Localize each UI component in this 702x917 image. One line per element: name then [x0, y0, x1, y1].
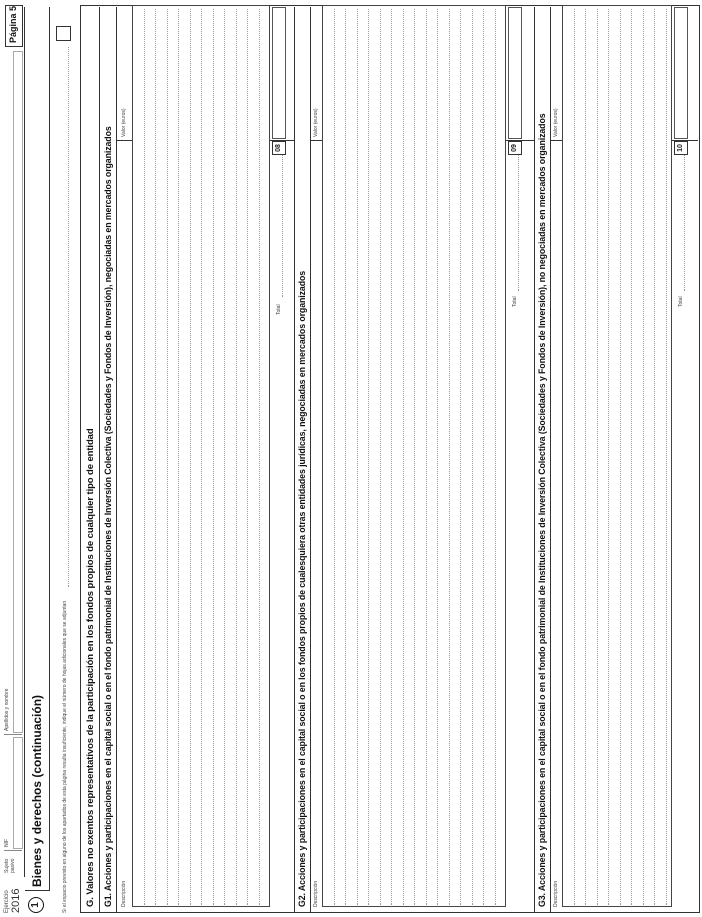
page-title: Bienes y derechos (continuación): [30, 694, 44, 887]
g3-title: G3. Acciones y participaciones en el capital social o en el fondo patrimonial de Instituciones de Inversión Colectiva (Sociedades y Fondos de Inversión), no negociadas en mercados organizados: [537, 113, 547, 907]
g1-entry-row-line-10: [247, 9, 248, 905]
title-bottom-line: [49, 7, 50, 891]
ejercicio-value: 2016: [10, 888, 22, 913]
g3-entry-row-line-5: [620, 9, 621, 905]
g3-title-line: [550, 7, 551, 913]
additional-sheets-note: Si el espacio previsto en alguno de los apartados de esta página resulta insuficiente, indique el número de hojas adicionales que se adjuntan: [62, 600, 68, 913]
note-leader: [68, 47, 69, 587]
apellidos-label: Apellidos y nombre: [4, 688, 10, 731]
g1-entry-row-line-2: [155, 9, 156, 905]
g2-entry-row-line-11: [449, 9, 450, 905]
additional-sheets-checkbox[interactable]: [56, 26, 71, 41]
g1-title: G1. Acciones y participaciones en el capital social o en el fondo patrimonial de Instituciones de Inversión Colectiva (Sociedades y Fondos de Inversión), negociadas en mercados organizados: [103, 126, 113, 907]
g2-entry-row-line-3: [357, 9, 358, 905]
g3-entry-row-line-4: [608, 9, 609, 905]
g2-entry-row-line-13: [472, 9, 473, 905]
g3-total-field[interactable]: [674, 7, 688, 139]
g2-entry-rows: [322, 7, 504, 907]
g2-top-line: [294, 7, 295, 913]
section-g-title: G. Valores no exentos representativos de la participación en los fondos propios de cualquier tipo de entidad: [85, 428, 96, 907]
g3-entry-row-line-3: [597, 9, 598, 905]
g2-entry-row-line-10: [437, 9, 438, 905]
g2-entry-row-line-15: [495, 9, 496, 905]
g1-entry-row-line-8: [224, 9, 225, 905]
g3-entry-rows: [562, 7, 670, 907]
g2-title-line: [310, 7, 311, 913]
header-divider: [4, 850, 22, 851]
g2-total-label: Total: [512, 296, 518, 307]
g3-top-line: [534, 7, 535, 913]
g1-entry-row-line-4: [178, 9, 179, 905]
g1-descripcion-label: Descripción: [121, 880, 127, 907]
g2-total-field[interactable]: [508, 7, 522, 139]
header-divider-2: [4, 734, 22, 735]
g2-entry-row-line-9: [426, 9, 427, 905]
g1-total-label: Total: [276, 304, 282, 315]
g1-code-box: 08: [272, 141, 286, 155]
g1-entry-row-line-7: [213, 9, 214, 905]
g1-total-leader: [282, 155, 283, 297]
g3-entry-row-line-7: [643, 9, 644, 905]
g2-code-box: 09: [508, 141, 522, 155]
g3-entry-row-line-9: [666, 9, 667, 905]
g3-entry-row-line-8: [654, 9, 655, 905]
g1-title-line: [116, 7, 117, 913]
g2-entry-row-line-2: [345, 9, 346, 905]
g1-entry-row-line-11: [259, 9, 260, 905]
nif-label: NIF: [4, 838, 10, 847]
nif-field[interactable]: [13, 737, 23, 849]
g3-entry-row-line-1: [574, 9, 575, 905]
g3-descripcion-label: Descripción: [553, 880, 559, 907]
g3-valor-label: Valor (euros): [553, 108, 559, 137]
g2-entry-row-line-4: [368, 9, 369, 905]
g2-valor-label: Valor (euros): [313, 108, 319, 137]
g3-total-label: Total: [678, 296, 684, 307]
g3-total-leader: [684, 155, 685, 291]
g3-code-box: 10: [674, 141, 688, 155]
g2-entry-row-line-8: [414, 9, 415, 905]
g1-entry-row-line-9: [236, 9, 237, 905]
g2-entry-row-line-1: [334, 9, 335, 905]
title-divider: [25, 890, 49, 891]
g3-entry-row-line-6: [631, 9, 632, 905]
g2-entry-row-line-7: [403, 9, 404, 905]
sujeto-pasivo-label: Sujeto pasivo: [4, 858, 16, 873]
g2-descripcion-label: Descripción: [313, 880, 319, 907]
g1-total-field[interactable]: [272, 7, 286, 139]
ejercicio-label: Ejercicio: [4, 890, 10, 913]
g3-entry-row-line-2: [585, 9, 586, 905]
g1-entry-row-line-1: [144, 9, 145, 905]
section-number-badge: 1: [28, 897, 44, 913]
g2-title: G2. Acciones y participaciones en el capital social o en los fondos propios de cualesquiera otras entidades jurídicas, negociadas en mercados organizados: [297, 270, 307, 907]
title-top-line: [24, 7, 25, 877]
page-number: Página 5: [8, 5, 18, 43]
g2-entry-row-line-12: [460, 9, 461, 905]
section-g-title-line: [99, 7, 100, 913]
g2-entry-row-line-5: [380, 9, 381, 905]
g1-valor-label: Valor (euros): [121, 108, 127, 137]
g1-entry-rows: [132, 7, 268, 907]
g1-entry-row-line-5: [190, 9, 191, 905]
g2-total-leader: [518, 155, 519, 291]
page-number-box: [5, 5, 23, 47]
g2-entry-row-line-14: [483, 9, 484, 905]
g1-entry-row-line-6: [201, 9, 202, 905]
apellidos-field[interactable]: [13, 51, 23, 733]
g2-entry-row-line-6: [391, 9, 392, 905]
g1-entry-row-line-3: [167, 9, 168, 905]
